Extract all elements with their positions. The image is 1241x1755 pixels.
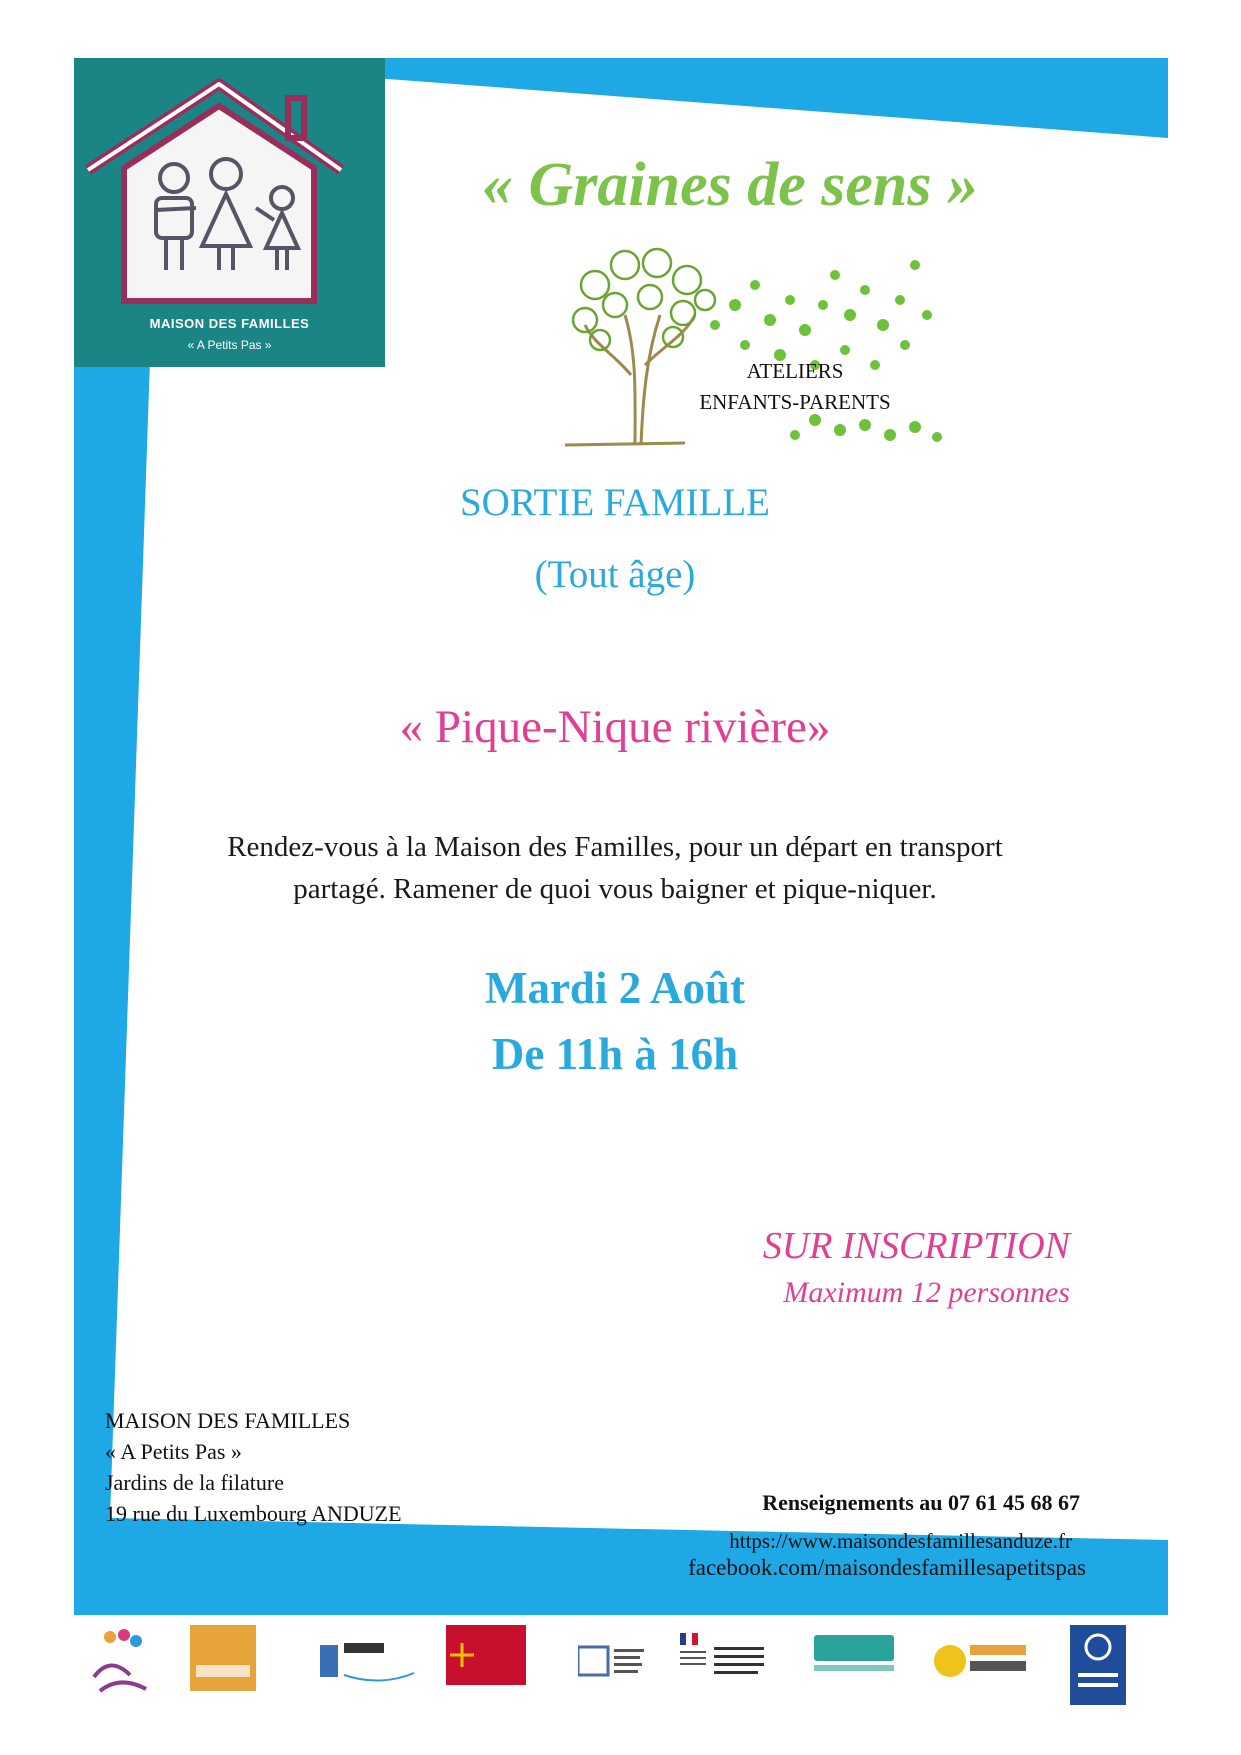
address-line3: Jardins de la filature (105, 1470, 284, 1495)
event-schedule (300, 955, 930, 1087)
page-title: « Graines de sens » (481, 151, 979, 219)
ateliers-line1: ATELIERS (746, 359, 844, 383)
event-age: (Tout âge) (534, 553, 696, 596)
address-block (105, 1405, 402, 1529)
event-type: SORTIE FAMILLE (459, 481, 770, 524)
partner-logo-gard (190, 1625, 256, 1691)
description-line1: Rendez-vous à la Maison des Familles, pour un départ en transport (227, 831, 1003, 863)
website-link[interactable]: https://www.maisondesfamillesanduze.fr (729, 1529, 1072, 1553)
partner-logo-anduze (320, 1637, 416, 1687)
event-date: Mardi 2 Août (484, 963, 745, 1013)
description-line2: partagé. Ramener de quoi vous baigner et pique-niquer. (293, 873, 937, 905)
event-description (150, 826, 1080, 910)
partner-logo-angeline-cavalie (80, 1625, 160, 1705)
partner-logo-msa (578, 1643, 648, 1679)
phone-info: Renseignements au 07 61 45 68 67 (762, 1490, 1080, 1515)
partner-logo-samuel-vincent (930, 1633, 1030, 1689)
address-line2: « A Petits Pas » (105, 1439, 242, 1464)
facebook-link[interactable]: facebook.com/maisondesfamillesapetitspas (688, 1555, 1086, 1580)
registration-note: SUR INSCRIPTION (762, 1225, 1070, 1267)
address-line1: MAISON DES FAMILLES (105, 1408, 351, 1433)
partner-logo-ales-agglomeration (810, 1633, 906, 1677)
event-name: « Pique-Nique rivière» (399, 701, 831, 753)
address-line4: 19 rue du Luxembourg ANDUZE (105, 1501, 402, 1526)
logo-title: MAISON DES FAMILLES (149, 316, 310, 331)
ateliers-label (660, 356, 930, 418)
maison-des-familles-logo (74, 58, 385, 367)
partner-logo-prefet-anct (680, 1633, 770, 1689)
partner-logo-occitanie (446, 1625, 526, 1685)
max-participants: Maximum 12 personnes (783, 1276, 1070, 1309)
logo-subtitle: « A Petits Pas » (187, 338, 272, 352)
partner-logo-caf-gard (1070, 1625, 1126, 1705)
ateliers-line2: ENFANTS-PARENTS (699, 390, 891, 414)
event-time: De 11h à 16h (491, 1029, 739, 1079)
tree-illustration (565, 245, 965, 455)
partner-logos (70, 1625, 1170, 1735)
